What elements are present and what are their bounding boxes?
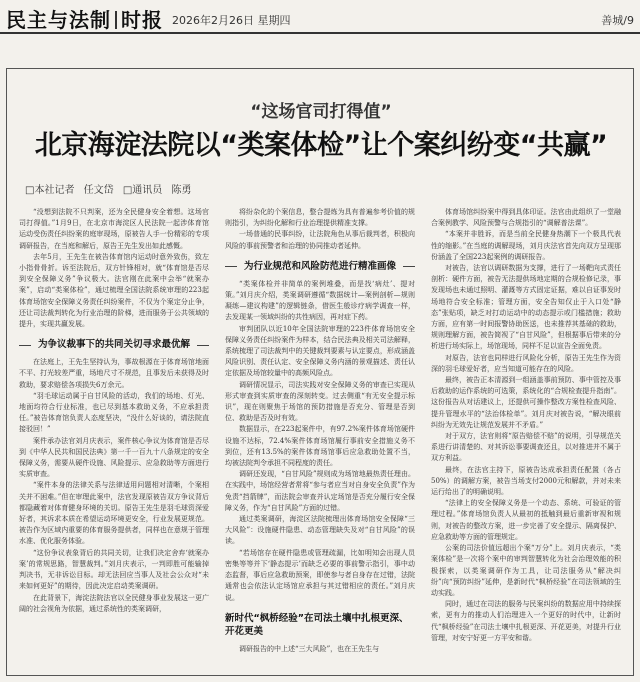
paragraph: 调研情况显示，司法实践对安全保障义务的审查已实现从形式审查到实质审查的深刻转变。过去侧重“有无安全提示标识”，现在则聚焦于场馆的预防措施是否充分、管理是否到位、救助是否及时有效。 bbox=[225, 380, 415, 423]
paragraph: 数据显示，在223起案件中，有97.2%案件体育场馆硬件设施不达标，72.4%案件体育场馆履行事前安全措施义务不到位，还有13.5%的案件体育场馆事后应急救助处置不当，均被法院判令承担不同程度的责任。 bbox=[225, 425, 415, 468]
paragraph: “法律上的安全保障义务是一个动态、系统、可验证的管理过程。”体育场馆负责人从最初的抵触到最后重新审视和规则，对被告的整改方案，进一步完善了安全提示、隔离保护、应急救助等方面的管理规定。 bbox=[431, 499, 621, 541]
paragraph: 案件承办法官刘月庆表示，案件核心争议为体育馆是否尽到《中华人民共和国民法典》第一千一百九十八条规定的安全保障义务，需要从硬件设施、风险提示、应急救助等方面进行实质审查。 bbox=[19, 436, 209, 479]
article-kicker: “这场官司打得值” bbox=[250, 102, 392, 122]
paragraph: 在法庭上，王先生坚持认为，事故根源在于体育场馆地面不平、打光较差严重，场地尺寸不规范，且事发后未获得及时救助，要求赔偿各项损失6万余元。 bbox=[19, 358, 209, 389]
section-heading: 新时代“枫桥经验”在司法土壤中扎根更深、开花更美 bbox=[225, 612, 409, 637]
paragraph: 调研报告的中上述“三大风险”，也在王先生与 bbox=[239, 644, 380, 653]
article bbox=[6, 68, 634, 676]
logo-right: 时报 bbox=[121, 8, 163, 32]
paragraph: “若场馆存在硬件隐患或管理疏漏，比如明知会出现人员密集等等并下‘静态提示’而缺乏必要的事前警示指引，事中动态监督，事后应急救助预案，即使参与者自身存在过错，法院通常也会依法认定场馆应承担与其过错相应的责任。”刘月庆说。 bbox=[225, 548, 415, 602]
newspaper-logo bbox=[6, 4, 163, 33]
column-1 bbox=[19, 207, 209, 615]
paragraph: 最终，被告正本清源到一组涵盖事前预防、事中管控及事后救助的运作系统的可选策，系统化的“合规检查提升指南”。这份报告从对话建议上，还提供可操作整改方案性检查风险、提升管理水平的“法治体检单”。刘月庆对被告说，“解决眼前纠纷为无效先让规范发展并不矛盾。” bbox=[431, 376, 621, 429]
paragraph: “这份争议表象背后的共同关切，让我们决定舍弃‘就案办案’的常规思路，智慧裁判。”刘月庆表示，一判即胜可能输掉判决书，无非诉讼目标。却无法回应当事人及社会公众对“未来如何更好”的期待，因此决定启动类案调研。 bbox=[19, 548, 209, 591]
paragraph: 最终，在法官主持下，原被告达成承担责任配置（各占50%）的调解方案，被告当场支付2000元和解款，并对未来运行给出了的明确说明。 bbox=[431, 465, 621, 497]
paragraph: “案件本身的法律关系与法律适用问题相对清晰，个案相关并不困难。”但在审理此案中，法官发现原被告双方争议背后都隐藏着对体育健身环境的关切。原告王先生是羽毛球资深爱好者，其诉求本质在希望运动环境更安全，行业发展更规范。被告作为区域内重要的体育服务提供者，同样也在意规于管理水准、优化服务体验。 bbox=[19, 481, 209, 546]
column-3 bbox=[431, 207, 621, 644]
byline-reporter: 任文岱 bbox=[83, 185, 114, 196]
section-heading: 为行业规范和风险防范进行精准画像 bbox=[225, 260, 415, 273]
section-heading: 为争议裁事下的共同关切寻求最优解 bbox=[19, 338, 209, 351]
byline-label-reporter: □本社记者 bbox=[25, 185, 75, 196]
masthead bbox=[0, 0, 640, 34]
paragraph: 通过类案调研，海淀区法院梳理出体育场馆安全保障“三大风险”：设施硬件隐患、动态管理缺失及对“自甘风险”的误读。 bbox=[225, 515, 415, 546]
paragraph: 一场普通的民事纠纷，让法院角色从事后裁判者，积极向风险的事前预警者和治理的协同推动者延伸。 bbox=[225, 230, 415, 250]
byline-label-correspondent: □通讯员 bbox=[122, 185, 163, 196]
paragraph: “本案并非胜诉，而是当前全民健身热潮下一个极具代表性的缩影。”在当庭的调解现场，刘月庆法官首先向双方呈现那份涵盖了全国223起案例的调研报告。 bbox=[431, 230, 621, 261]
paragraph: 同时，通过在司法的服务与民案纠纷的数据应用中持续探索，更有力的推动人们治理进入一个更好的时代中，让新时代“枫桥经验”在司法土壤中扎根更深、开花更美，对提升行业管理，对安宁好更一方平安和谐。 bbox=[431, 600, 621, 642]
paragraph: 将纷杂化的个案信息，整合提炼为具有普遍参考价值的规则指引，为纠纷化解和行业治理提供精准支撑。 bbox=[225, 208, 415, 228]
paragraph: 公案的司法价值远超出个案“万分”上。刘月庆表示，“类案体检”是一次将个案中的审判智慧转化为社会治理效能的积极探索，以类案调研作为工具，让司法服务从“解决纠纷”向“预防纠纷”延伸，是新时代“枫桥经验”在司法领域的生动实践。 bbox=[431, 544, 621, 597]
paragraph: 审判团队以近10年全国法院审理的223件体育场馆安全保障义务责任纠纷案件为样本，结合民法典及相关司法解释，系统梳理了司法裁判中的关键裁判要素与认定要点，形成涵盖风险识别、责任认定、安全保障义务内涵的景观描述、责任认定依据及场馆较量中的高频风险点。 bbox=[225, 324, 415, 378]
page-name: 善城/9 bbox=[601, 14, 634, 27]
issue-date: 2026年2月26日 星期四 bbox=[172, 14, 291, 27]
paragraph: 调研还发现，“自甘风险”规则成为场馆地最热责任理由。在实践中，场馆经营者常将“参与者应当对自身安全负责”作为免责“挡箭牌”，而法院会审查并认定场馆是否充分履行安全保障义务，作为“自甘风险”方面的过错。 bbox=[225, 470, 415, 512]
logo-divider bbox=[115, 11, 117, 29]
logo-left: 民主与法制 bbox=[6, 8, 111, 32]
paragraph: 体育场馆纠纷案中得到具体印证。法官由此组织了一堂融合案例教学、风险预警与合规指引的“调解普法课”。 bbox=[431, 208, 621, 228]
column-2 bbox=[225, 207, 415, 655]
paragraph: 对于双方，法官则将“原告赔偿不赔”的说明，引导规范关系进行讲清楚的、对其诉讼事要调查还且，以对推进并不属于双方利益。 bbox=[431, 432, 621, 463]
byline bbox=[25, 181, 197, 196]
paragraph: “没想到法院不只判案，还为全民健身安全着想。这场官司打得值。”1月9日，在北京市海淀区人民法院一起涉体育馆运动受伤责任纠纷案的庭审现场，原被告人手一份精彩的专项调研报告，在当庭和解后，原告王先生发出如此感慨。 bbox=[19, 208, 209, 250]
article-headline: 北京海淀法院以“类案体检”让个案纠纷变“共赢” bbox=[34, 130, 608, 161]
paragraph: 去年5月，王先生在被告体育馆内运动时意外致伤，致左小指骨骨折。诉至法院后，双方针锋相对，就“体育馆是否尽到安全保障义务”争议极大。法官刚在此案中会举“就案办案”，启动“类案体检”，通过梳理全国法院系统审理的223起体育场馆安全保障义务责任纠纷案件，不仅为个案定分止争，还让司法裁判转化为行业治理的阶梯，进而服务于公共领域的提升，实现共赢发展。 bbox=[19, 252, 209, 329]
paragraph: 在此背景下，海淀法院法官以全民健身事业发展这一更广阔的社会视角为依据，通过系统性的类案调研， bbox=[19, 593, 209, 613]
byline-correspondent: 陈勇 bbox=[171, 185, 192, 196]
paragraph: “羽毛球运动属于自甘风险的活动，我们的场地、灯光、地面均符合行业标准，也已尽到基本救助义务，不应承担责任。”被告体育馆负责人态度坚决，“没什么好谈的，请法院直接驳回！” bbox=[19, 391, 209, 434]
paragraph: 对被告，法官以调研数据为支撑，进行了一场靶向式责任剖析：硬件方面，被告无法提供场地定期的合规检修记录，事发现场也未通过照明、灌溉等方式固定证据，难以自证事发时场地符合安全标准；管理方面，安全告知仅止于入口处“静态”张贴项，缺乏对打动运动中的动态提示或门槛措施；救助方面，应有第一时间报警协助医送，也未推荐其基础的救助，规则理解方面，被告简视了“自甘风险”，但根据事后带来的分析进行场实际上，场馆现场，同样不足以宣告全面免责。 bbox=[431, 264, 621, 351]
paragraph: 对原告，法官也同样进行风险化分析，原告王先生作为资深的羽毛球爱好者，应当知道可能存在的风险。 bbox=[431, 353, 621, 373]
paragraph: “类案体检并非简单的案例堆叠，而是找‘病灶’、提对策。”刘月庆介绍，类案调研遵循“数据统计—案例剖析—规则凝练—建议构建”的逻辑链条，借医生般诊疗病学调查一样，去发现某一领域纠纷的共性病因，再对症下药。 bbox=[225, 279, 415, 322]
